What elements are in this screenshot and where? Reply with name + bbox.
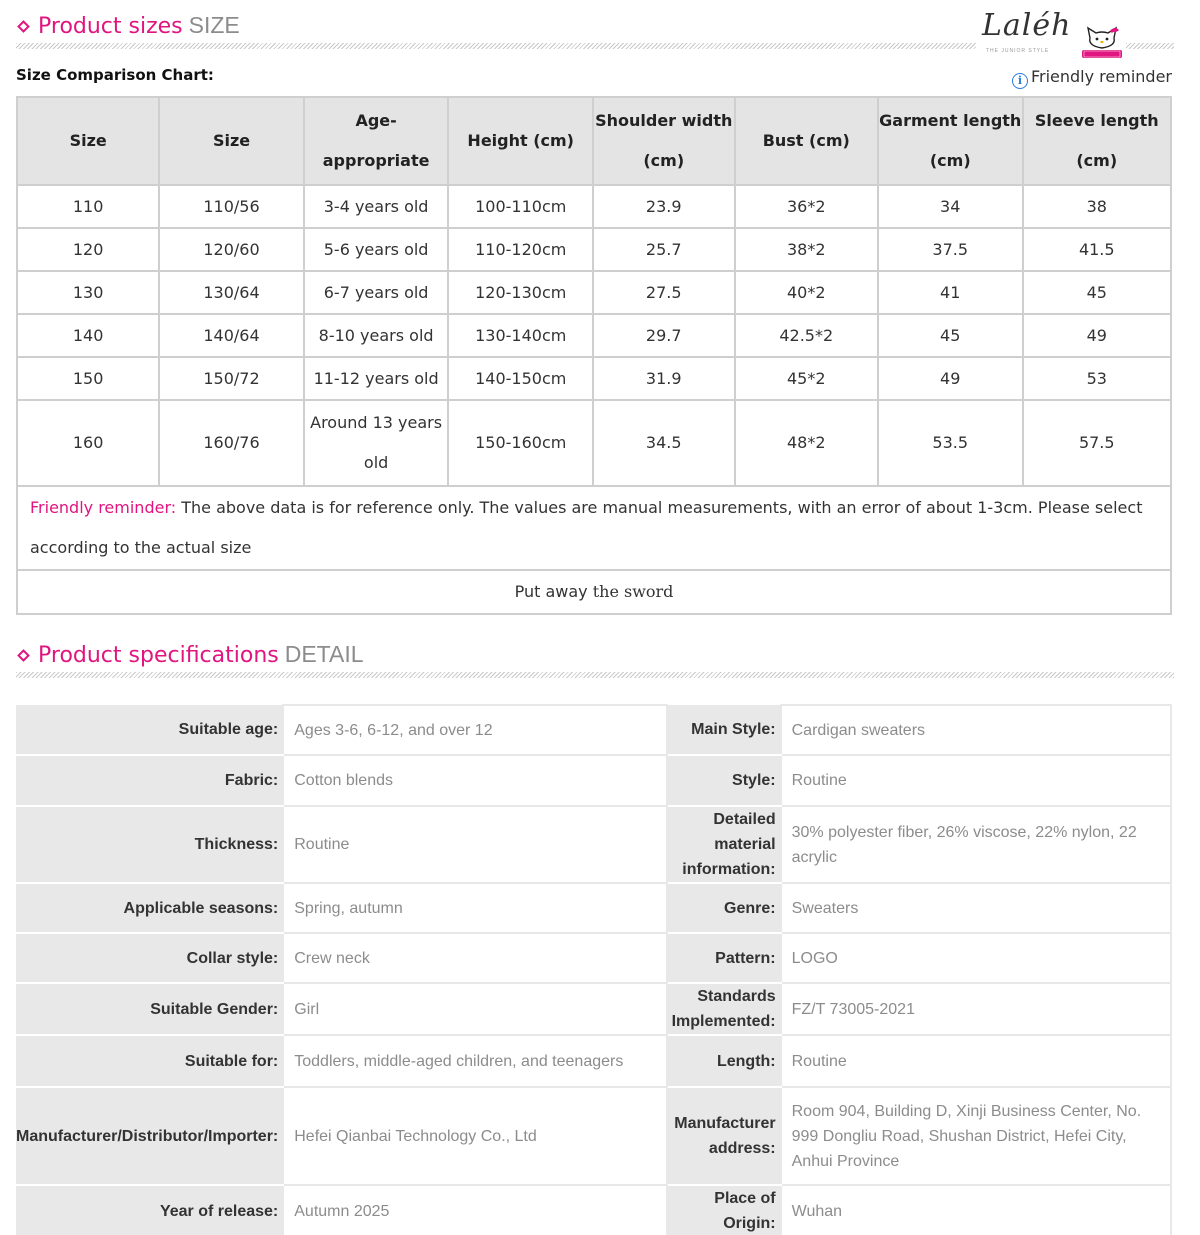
size-footer (18, 571, 1170, 613)
table-cell: 150 (18, 358, 160, 401)
spec-key: Manufacturer address: (667, 1087, 781, 1185)
table-cell: 110-120cm (449, 229, 593, 272)
spec-section-title: Product specifications (38, 643, 279, 668)
table-cell: 38*2 (736, 229, 879, 272)
table-cell: 27.5 (594, 272, 736, 315)
dotted-divider (16, 43, 976, 49)
spec-value: Ages 3-6, 6-12, and over 12 (283, 705, 666, 755)
table-cell: 11-12 years old (305, 358, 450, 401)
spec-row (16, 1185, 1171, 1235)
table-cell: 45 (1024, 272, 1170, 315)
friendly-reminder-label: Friendly reminder (1030, 67, 1172, 86)
spec-value: Crew neck (283, 933, 666, 983)
spec-key: Thickness: (16, 806, 283, 883)
spec-key: Style: (667, 755, 781, 806)
table-cell: 140-150cm (449, 358, 593, 401)
spec-value: Sweaters (781, 883, 1171, 933)
table-cell: 160 (18, 401, 160, 487)
diamond-icon (17, 20, 30, 33)
table-row (18, 272, 1170, 315)
spec-key: Fabric: (16, 755, 283, 806)
size-footer-a: Put away (514, 582, 588, 601)
table-row (18, 401, 1170, 487)
spec-value: Wuhan (781, 1185, 1171, 1235)
size-footer-row (18, 571, 1170, 613)
table-cell: 45 (879, 315, 1024, 358)
table-cell: 120-130cm (449, 272, 593, 315)
spec-row (16, 755, 1171, 806)
spec-value: Toddlers, middle-aged children, and teenagers (283, 1035, 666, 1087)
spec-row (16, 1087, 1171, 1185)
spec-row (16, 705, 1171, 755)
dotted-divider (1126, 43, 1174, 49)
table-cell: 53 (1024, 358, 1170, 401)
spec-value: Cotton blends (283, 755, 666, 806)
table-row (18, 358, 1170, 401)
size-note-label: Friendly reminder: (30, 498, 177, 517)
spec-key: Year of release: (16, 1185, 283, 1235)
header-size: Size (18, 98, 160, 186)
size-comparison-table (16, 96, 1172, 615)
table-cell: 31.9 (594, 358, 736, 401)
spec-key: Main Style: (667, 705, 781, 755)
spec-value: Cardigan sweaters (781, 705, 1171, 755)
table-cell: 8-10 years old (305, 315, 450, 358)
header-size-alt: Size (160, 98, 304, 186)
header-sleeve-length: Sleeve length (cm) (1024, 98, 1170, 186)
table-cell: 120/60 (160, 229, 304, 272)
size-section-title: Product sizes (38, 14, 183, 39)
spec-value: Routine (781, 755, 1171, 806)
table-cell: 140 (18, 315, 160, 358)
table-cell: 110 (18, 186, 160, 229)
spec-row (16, 883, 1171, 933)
table-cell: 130-140cm (449, 315, 593, 358)
spec-row (16, 933, 1171, 983)
table-cell: 150/72 (160, 358, 304, 401)
table-cell: 38 (1024, 186, 1170, 229)
spec-key: Applicable seasons: (16, 883, 283, 933)
spec-key: Suitable Gender: (16, 983, 283, 1035)
size-section-title-en: SIZE (188, 12, 240, 38)
size-table-header-row (18, 98, 1170, 186)
info-icon: i (1012, 73, 1028, 89)
spec-value: Routine (283, 806, 666, 883)
spec-value: Spring, autumn (283, 883, 666, 933)
table-cell: 140/64 (160, 315, 304, 358)
table-cell: 160/76 (160, 401, 304, 487)
table-cell: 6-7 years old (305, 272, 450, 315)
spec-value: Girl (283, 983, 666, 1035)
header-height: Height (cm) (449, 98, 593, 186)
spec-value: FZ/T 73005-2021 (781, 983, 1171, 1035)
spec-key: Suitable age: (16, 705, 283, 755)
table-cell: 36*2 (736, 186, 879, 229)
table-cell: 23.9 (594, 186, 736, 229)
table-cell: 120 (18, 229, 160, 272)
table-row (18, 315, 1170, 358)
spec-key: Suitable for: (16, 1035, 283, 1087)
brand-logo-script: Laléh (982, 8, 1072, 43)
size-note-row (18, 487, 1170, 571)
header-garment-length: Garment length (cm) (879, 98, 1024, 186)
spec-row (16, 806, 1171, 883)
spec-section-title-en: DETAIL (284, 641, 364, 667)
table-cell: 150-160cm (449, 401, 593, 487)
table-cell: 41 (879, 272, 1024, 315)
table-cell: 49 (879, 358, 1024, 401)
table-cell: 42.5*2 (736, 315, 879, 358)
table-cell: 34 (879, 186, 1024, 229)
table-cell: 49 (1024, 315, 1170, 358)
kitty-logo-icon (1078, 24, 1126, 60)
spec-key: Place of Origin: (667, 1185, 781, 1235)
table-cell: 48*2 (736, 401, 879, 487)
spec-key: Pattern: (667, 933, 781, 983)
spec-key: Detailed material information: (667, 806, 781, 883)
table-cell: 25.7 (594, 229, 736, 272)
table-cell: 100-110cm (449, 186, 593, 229)
friendly-reminder-link[interactable] (1012, 67, 1172, 89)
size-note (18, 487, 1170, 571)
diamond-icon (17, 649, 30, 662)
size-note-text: The above data is for reference only. The values are manual measurements, with an error of about 1-3cm. Please select according to the actual size (30, 498, 1143, 557)
spec-key: Collar style: (16, 933, 283, 983)
spec-key: Genre: (667, 883, 781, 933)
spec-value: Hefei Qianbai Technology Co., Ltd (283, 1087, 666, 1185)
table-cell: 37.5 (879, 229, 1024, 272)
table-cell: 53.5 (879, 401, 1024, 487)
spec-key: Length: (667, 1035, 781, 1087)
spec-key: Manufacturer/Distributor/Importer: (16, 1087, 283, 1185)
table-cell: Around 13 years old (305, 401, 450, 487)
header-bust: Bust (cm) (736, 98, 879, 186)
header-age: Age-appropriate (305, 98, 450, 186)
spec-value: LOGO (781, 933, 1171, 983)
brand-logo (978, 6, 1128, 58)
table-cell: 45*2 (736, 358, 879, 401)
table-cell: 57.5 (1024, 401, 1170, 487)
spec-value: Routine (781, 1035, 1171, 1087)
table-cell: 5-6 years old (305, 229, 450, 272)
table-cell: 130/64 (160, 272, 304, 315)
spec-section-header (16, 641, 1174, 671)
table-cell: 34.5 (594, 401, 736, 487)
product-spec-table (16, 704, 1172, 1235)
table-cell: 41.5 (1024, 229, 1170, 272)
table-cell: 3-4 years old (305, 186, 450, 229)
spec-row (16, 1035, 1171, 1087)
table-cell: 40*2 (736, 272, 879, 315)
table-row (18, 186, 1170, 229)
spec-row (16, 983, 1171, 1035)
table-cell: 110/56 (160, 186, 304, 229)
brand-logo-sub: THE JUNIOR STYLE (986, 48, 1050, 54)
spec-value: 30% polyester fiber, 26% viscose, 22% nylon, 22 acrylic (781, 806, 1171, 883)
spec-value: Room 904, Building D, Xinji Business Center, No. 999 Dongliu Road, Shushan District, Hefei City, Anhui Province (781, 1087, 1171, 1185)
header-shoulder: Shoulder width (cm) (594, 98, 736, 186)
size-footer-b: the sword (592, 582, 674, 601)
size-chart-title: Size Comparison Chart: (16, 66, 214, 84)
table-cell: 29.7 (594, 315, 736, 358)
table-row (18, 229, 1170, 272)
spec-value: Autumn 2025 (283, 1185, 666, 1235)
spec-key: Standards Implemented: (667, 983, 781, 1035)
table-cell: 130 (18, 272, 160, 315)
dotted-divider (16, 672, 1174, 678)
